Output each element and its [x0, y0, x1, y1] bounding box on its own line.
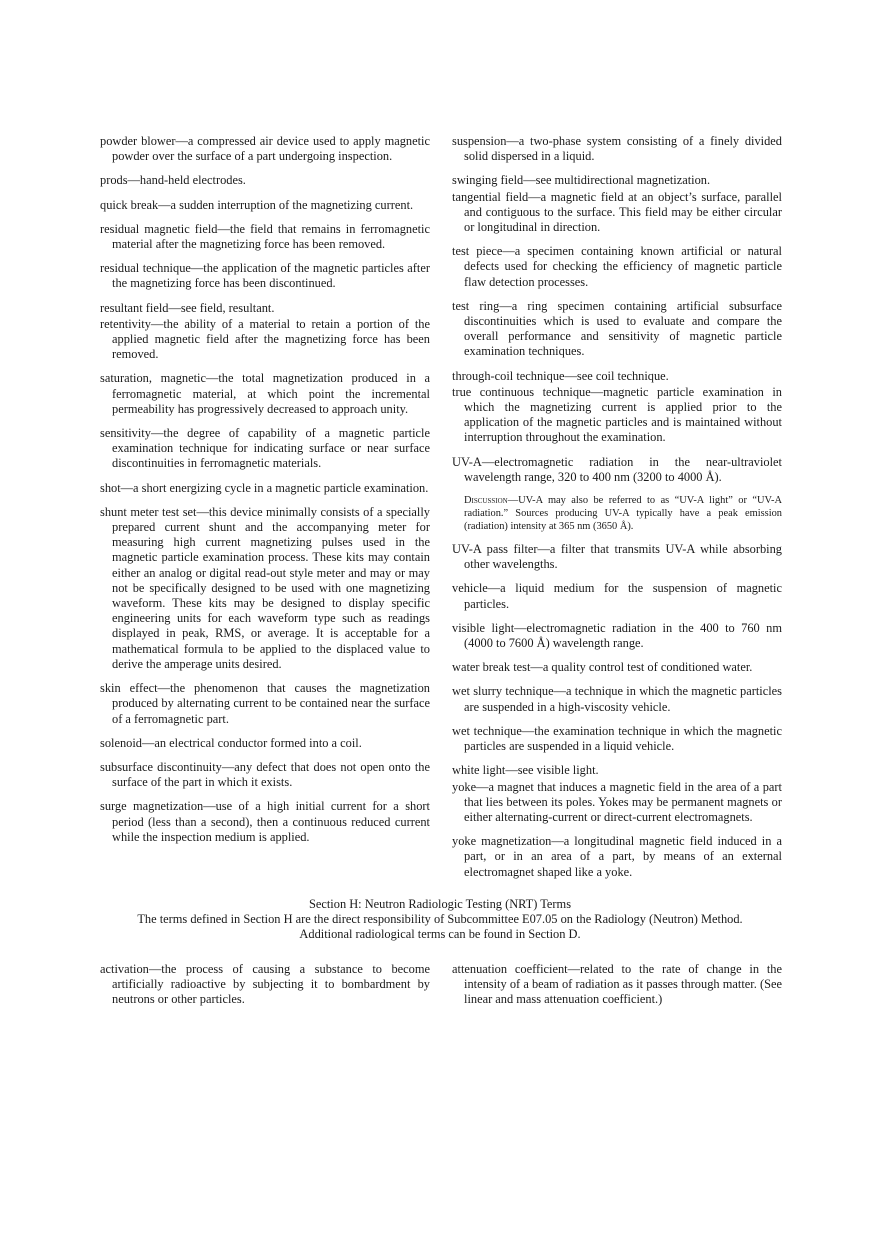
glossary-entry: saturation, magnetic—the total magnetization produced in a ferromagnetic material, at which point the incremental permeability has progressively decreased to approach unity. — [100, 371, 430, 416]
glossary-entry: skin effect—the phenomenon that causes the magnetization produced by alternating current to be contained near the surface of a ferromagnetic part. — [100, 681, 430, 726]
glossary-entry: true continuous technique—magnetic particle examination in which the magnetizing current is applied prior to the application of the magnetic particles and is maintained without interruption throughout the examination. — [452, 384, 782, 445]
glossary-entry: subsurface discontinuity—any defect that does not open onto the surface of the part in which it exists. — [100, 759, 430, 790]
glossary-entry: white light—see visible light. — [452, 763, 599, 778]
glossary-entry: retentivity—the ability of a material to retain a portion of the applied magnetic field after the magnetizing force has been removed. — [100, 316, 430, 362]
glossary-entry: UV-A pass filter—a filter that transmits UV-A while absorbing other wavelengths. — [452, 542, 782, 572]
glossary-entry: prods—hand-held electrodes. — [100, 173, 246, 188]
right-column — [452, 134, 782, 889]
glossary-entry: residual magnetic field—the field that remains in ferromagnetic material after the magnetizing force has been removed. — [100, 221, 430, 252]
glossary-entry: quick break—a sudden interruption of the magnetizing current. — [100, 197, 414, 212]
section-h-title: Section H: Neutron Radiologic Testing (NRT) Terms — [308, 897, 572, 911]
glossary-entry: wet slurry technique—a technique in which the magnetic particles are suspended in a high-viscosity vehicle. — [452, 684, 782, 714]
glossary-entry: test piece—a specimen containing known artificial or natural defects used for checking the efficiency of magnetic particle flaw detection processes. — [452, 244, 782, 289]
glossary-entry: swinging field—see multidirectional magnetization. — [452, 173, 711, 188]
uva-discussion-note — [464, 494, 782, 533]
glossary-entry: test ring—a ring specimen containing artificial subsurface discontinuities which is used to evaluate and compare the overall performance and sensitivity of magnetic particle examination techniques. — [452, 298, 782, 359]
glossary-entry: wet technique—the examination technique in which the magnetic particles are suspended in a liquid vehicle. — [452, 723, 782, 754]
section-h-crossref: Additional radiological terms can be found in Section D. — [299, 927, 581, 942]
glossary-entry: vehicle—a liquid medium for the suspension of magnetic particles. — [452, 581, 782, 611]
section-h-left-column — [100, 962, 430, 1017]
section-h-responsibility: The terms defined in Section H are the direct responsibility of Subcommittee E07.05 on the Radiology (Neutron) Method. — [137, 912, 743, 927]
discussion-label: Discussion — [464, 495, 508, 507]
glossary-entry: water break test—a quality control test of conditioned water. — [452, 660, 753, 675]
glossary-entry: resultant field—see field, resultant. — [100, 300, 275, 315]
glossary-entry: UV-A—electromagnetic radiation in the near-ultraviolet wavelength range, 320 to 400 nm (3200 to 4000 Å). — [452, 454, 782, 484]
glossary-entry: yoke—a magnet that induces a magnetic field in the area of a part that lies between its poles. Yokes may be permanent magnets or either alternating-current or direct-current electromagnets. — [452, 779, 782, 824]
glossary-entry: yoke magnetization—a longitudinal magnetic field induced in a part, or in an area of a part, by means of an external electromagnet shaped like a yoke. — [452, 834, 782, 879]
discussion-text: —UV-A may also be referred to as “UV-A light” or “UV-A radiation.” Sources producing UV-A typically have a peak emission (radiation) intensity at 365 nm (3650 Å). — [464, 495, 782, 533]
glossary-entry: suspension—a two-phase system consisting of a finely divided solid dispersed in a liquid. — [452, 134, 782, 164]
glossary-entry: solenoid—an electrical conductor formed into a coil. — [100, 735, 362, 750]
section-h-right-column — [452, 962, 782, 1017]
glossary-entry: shunt meter test set—this device minimally consists of a specially prepared current shunt and the accompanying meter for measuring high current magnetizing pulses used in the magnetic particle examination process. These kits may contain either an analog or digital read-out style meter and may or may not be specifically designed to be used with one magnetizing waveform. These kits may be designed to display specific engineering units for each waveform type such as readings displayed in peak, RMS, or average. It is acceptable for a mathematical formula to be applied to the displaced value to derive the amperage units desired. — [100, 504, 430, 671]
glossary-entry: attenuation coefficient—related to the rate of change in the intensity of a beam of radiation as it passes through matter. (See linear and mass attenuation coefficient.) — [452, 962, 782, 1007]
glossary-entry: surge magnetization—use of a high initial current for a short period (less than a second), then a continuous reduced current while the inspection medium is applied. — [100, 799, 430, 844]
glossary-entry: activation—the process of causing a substance to become artificially radioactive by subjecting it to bombardment by neutrons or other particles. — [100, 962, 430, 1007]
glossary-entry: powder blower—a compressed air device used to apply magnetic powder over the surface of a part undergoing inspection. — [100, 134, 430, 164]
left-column — [100, 134, 430, 854]
glossary-entry: sensitivity—the degree of capability of a magnetic particle examination technique for indicating surface or near surface discontinuities in ferromagnetic materials. — [100, 426, 430, 471]
glossary-entry: visible light—electromagnetic radiation in the 400 to 760 nm (4000 to 7600 Å) wavelength range. — [452, 620, 782, 651]
glossary-entry: shot—a short energizing cycle in a magnetic particle examination. — [100, 480, 429, 495]
glossary-entry: residual technique—the application of the magnetic particles after the magnetizing force has been discontinued. — [100, 261, 430, 291]
glossary-entry: through-coil technique—see coil technique. — [452, 368, 669, 383]
glossary-entry: tangential field—a magnetic field at an object’s surface, parallel and contiguous to the surface. This field may be either circular or longitudinal in direction. — [452, 189, 782, 235]
section-h-heading — [100, 897, 780, 943]
